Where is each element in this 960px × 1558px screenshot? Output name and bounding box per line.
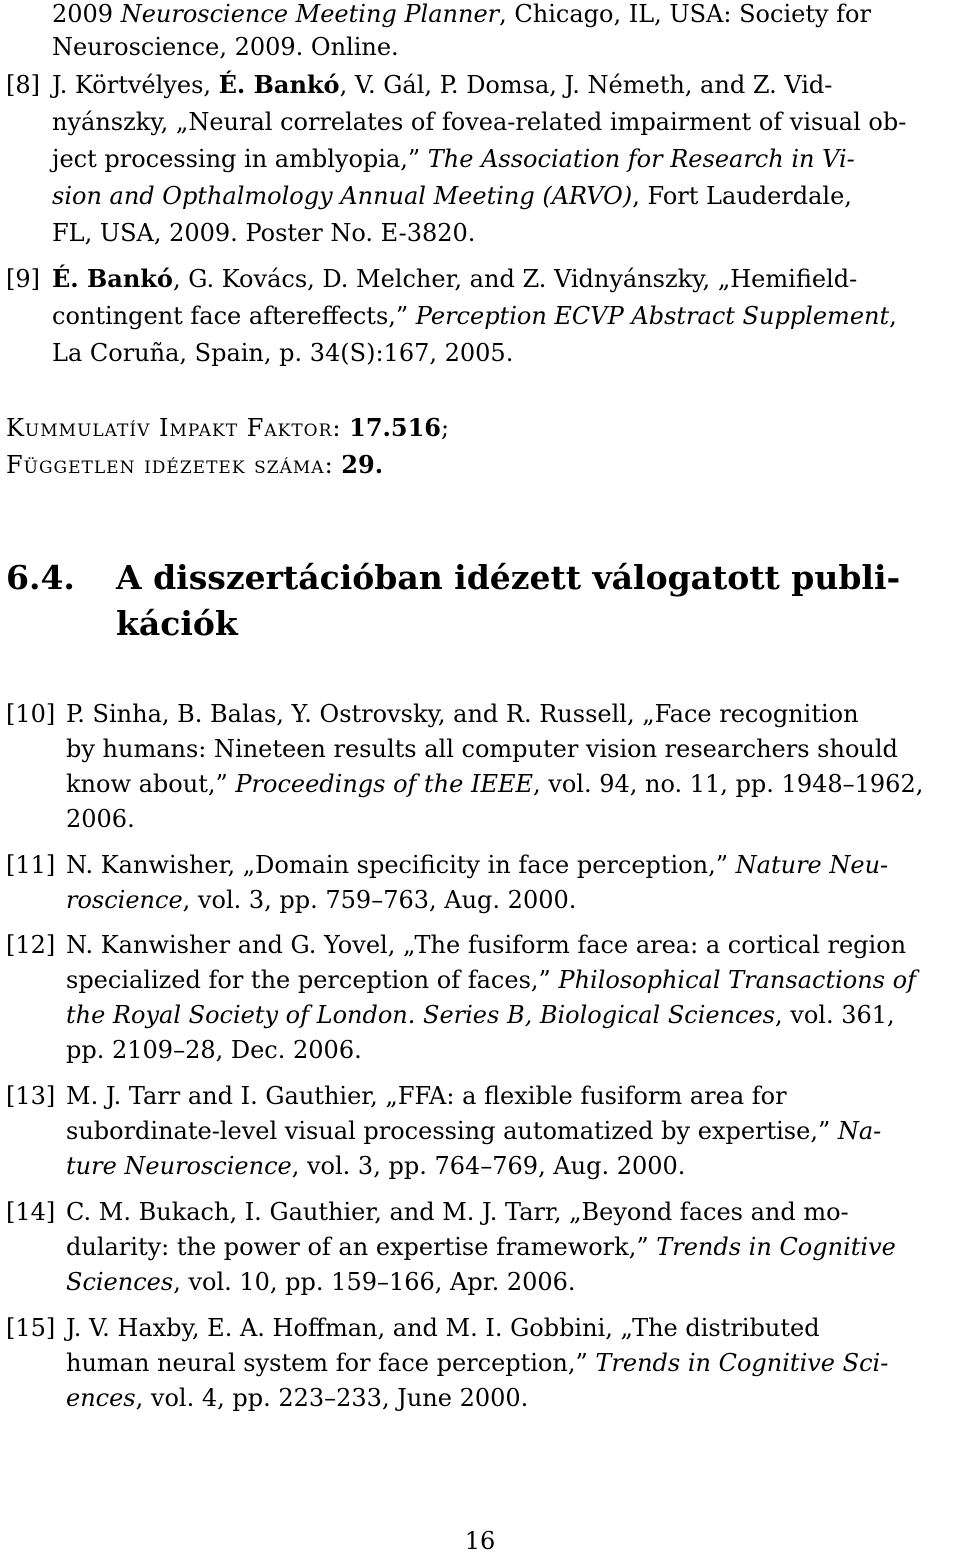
citations-label: Független idézetek száma: [6,451,334,479]
reference-11-line: roscience, vol. 3, pp. 759–763, Aug. 2000. [66,886,577,914]
section-title: kációk [116,604,238,643]
reference-8-line: sion and Opthalmology Annual Meeting (ARVO), Fort Lauderdale, [52,182,852,210]
reference-label: [10] [6,700,56,728]
reference-12-line: pp. 2109–28, Dec. 2006. [66,1036,362,1064]
page-number: 16 [464,1527,496,1555]
impact-factor-line: Kummulatív Impakt Faktor: 17.516; [6,413,450,442]
reference-label: [9] [6,265,40,293]
reference-10-line: 2006. [66,805,135,833]
section-title: A disszertációban idézett válogatott publi- [116,558,901,597]
impact-factor-label: Kummulatív Impakt Faktor: [6,414,342,442]
reference-15-line: J. V. Haxby, E. A. Hoffman, and M. I. Gobbini, „The distributed [66,1314,820,1342]
reference-12-line: N. Kanwisher and G. Yovel, „The fusiform face area: a cortical region [66,931,907,959]
reference-8-line: nyánszky, „Neural correlates of fovea-related impairment of visual ob- [52,108,907,136]
reference-label: [14] [6,1198,56,1226]
impact-factor-value: 17.516 [349,413,441,442]
reference-10-line: know about,” Proceedings of the IEEE, vol. 94, no. 11, pp. 1948–1962, [66,770,924,798]
reference-8-line: FL, USA, 2009. Poster No. E-3820. [52,219,476,247]
reference-15-line: ences, vol. 4, pp. 223–233, June 2000. [66,1384,529,1412]
citations-line [6,447,383,483]
reference-label: [15] [6,1314,56,1342]
reference-label: [13] [6,1082,56,1110]
section-number: 6.4. [6,558,75,597]
reference-15-line: human neural system for face perception,” Trends in Cognitive Sci- [66,1349,889,1377]
reference-12-line: specialized for the perception of faces,” Philosophical Transactions of [66,966,916,994]
reference-label: [12] [6,931,56,959]
reference-continuation-line: 2009 Neuroscience Meeting Planner, Chicago, IL, USA: Society for [52,0,871,28]
reference-11-line: N. Kanwisher, „Domain specificity in face perception,” Nature Neu- [66,851,889,879]
reference-14-line: C. M. Bukach, I. Gauthier, and M. J. Tarr, „Beyond faces and mo- [66,1198,849,1226]
reference-10-line: P. Sinha, B. Balas, Y. Ostrovsky, and R. Russell, „Face recognition [66,700,859,728]
reference-label: [11] [6,851,56,879]
reference-label: [8] [6,71,40,99]
reference-14-line: Sciences, vol. 10, pp. 159–166, Apr. 2006. [66,1268,576,1296]
reference-9-line: contingent face aftereffects,” Perception ECVP Abstract Supplement, [52,302,897,330]
reference-14-line: dularity: the power of an expertise framework,” Trends in Cognitive [66,1233,896,1261]
reference-10-line: by humans: Nineteen results all computer vision researchers should [66,735,898,763]
reference-13-line: ture Neuroscience, vol. 3, pp. 764–769, Aug. 2000. [66,1152,686,1180]
reference-9-line: É. Bankó, G. Kovács, D. Melcher, and Z. Vidnyánszky, „Hemifield- [52,264,858,293]
reference-continuation-line: Neuroscience, 2009. Online. [52,33,399,61]
reference-13-line: M. J. Tarr and I. Gauthier, „FFA: a flexible fusiform area for [66,1082,787,1110]
reference-13-line: subordinate-level visual processing automatized by expertise,” Na- [66,1117,882,1145]
citations-value: 29. [341,450,384,479]
reference-8-line: J. Körtvélyes, É. Bankó, V. Gál, P. Domsa, J. Németh, and Z. Vid- [52,70,833,99]
reference-12-line: the Royal Society of London. Series B, Biological Sciences, vol. 361, [66,1001,895,1029]
reference-8-line: ject processing in amblyopia,” The Association for Research in Vi- [52,145,855,173]
reference-9-line: La Coruña, Spain, p. 34(S):167, 2005. [52,339,514,367]
